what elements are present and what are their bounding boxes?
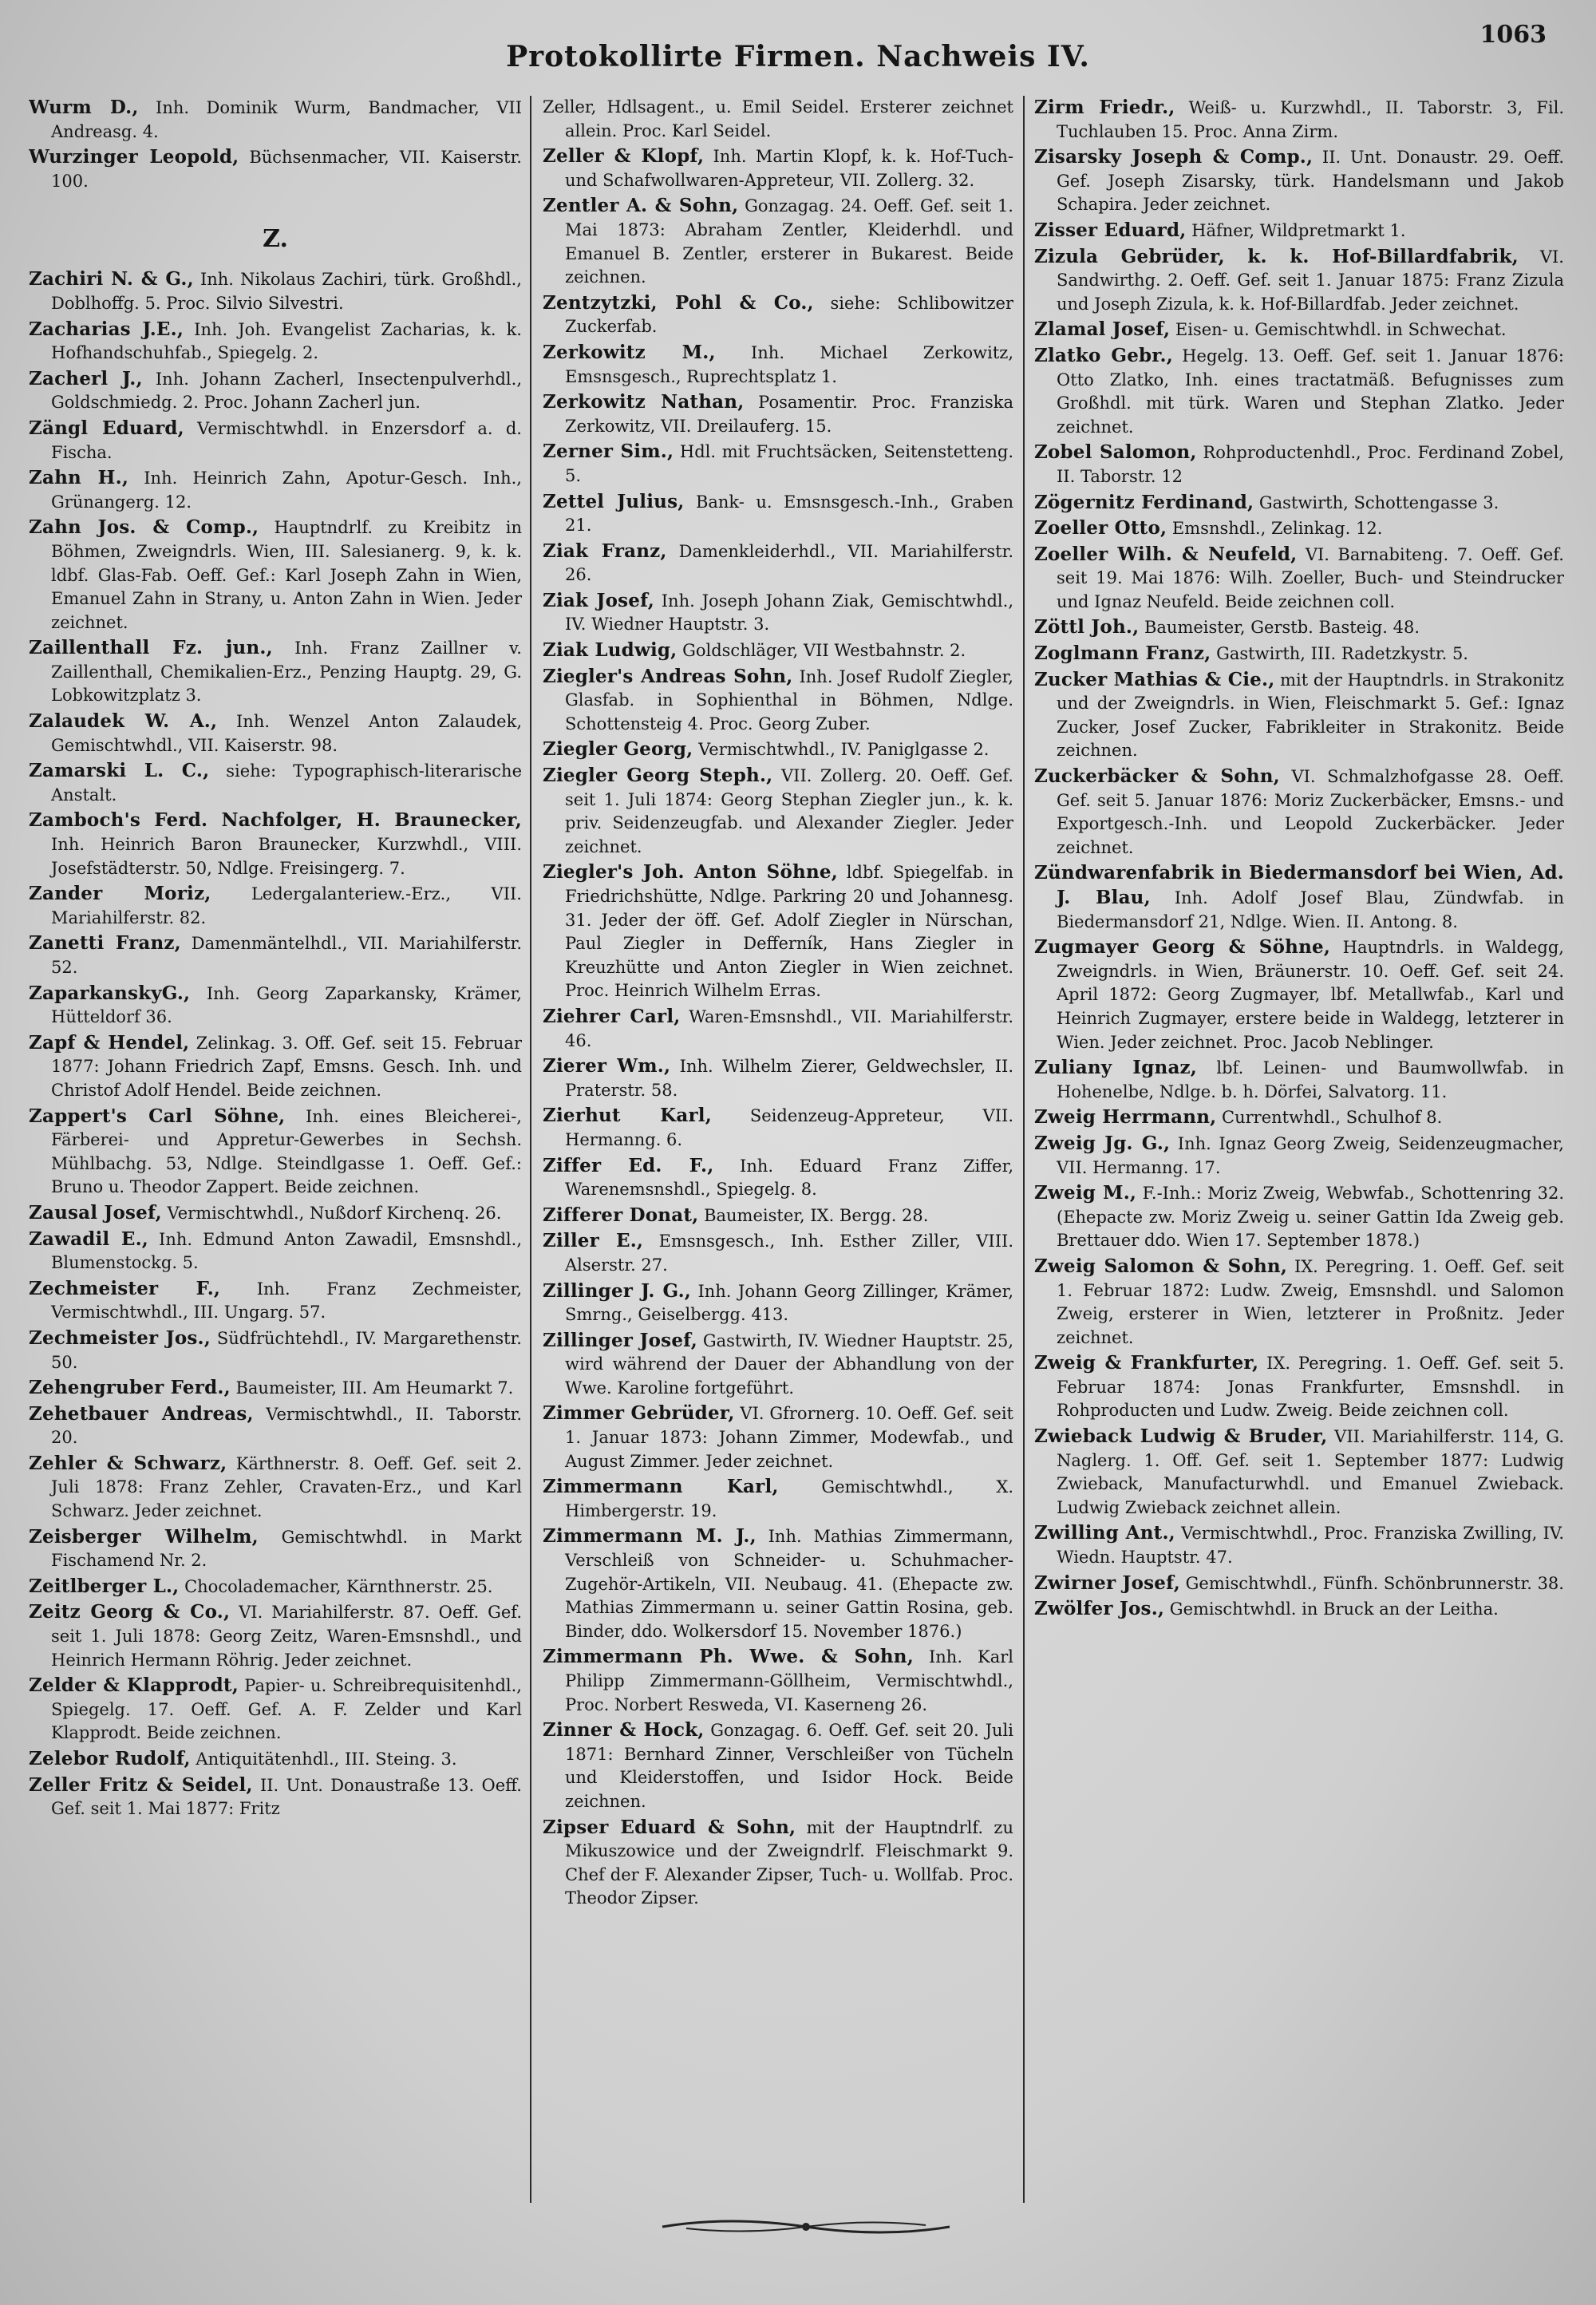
- firm-details: mit der Hauptndrls. in Strakonitz und der Zweigndrls. in Wien, Fleischmarkt 5. Gef.: Ignaz Zucker, Josef Zucker, Fabrikleiter in Strakonitz. Beide zeichnen.: [1057, 670, 1564, 761]
- firm-details: Inh. Johann Zacherl, Insectenpulverhdl., Goldschmiedg. 2. Proc. Johann Zacherl jun.: [51, 369, 522, 413]
- firm-entry: [29, 1600, 522, 1672]
- firm-entry: [1034, 1056, 1564, 1104]
- firm-details: Vermischtwhdl. in Enzersdorf a. d. Fischa.: [51, 418, 522, 462]
- firm-entry: [29, 367, 522, 415]
- firm-details: Inh. Josef Rudolf Ziegler, Glasfab. in Sophienthal in Böhmen, Ndlge. Schottensteig 4. Proc. Georg Zuber.: [565, 666, 1013, 733]
- firm-details: Gemischtwhdl. in Markt Fischamend Nr. 2.: [51, 1527, 522, 1571]
- firm-details: Büchsenmacher, VII. Kaiserstr. 100.: [51, 148, 522, 191]
- firm-name: ZaparkanskyG.,: [29, 982, 191, 1004]
- firm-name: Zweig M.,: [1034, 1182, 1137, 1204]
- firm-entry: [543, 639, 1013, 663]
- firm-entry: [543, 589, 1013, 637]
- firm-details: Inh. Michael Zerkowitz, Emsnsgesch., Ruprechtsplatz 1.: [565, 342, 1013, 386]
- firm-name: Zündwarenfabrik in Biedermansdorf bei Wien, Ad. J. Blau,: [1034, 862, 1564, 908]
- firm-name: Zacharias J.E.,: [29, 318, 184, 340]
- firm-entry: [1034, 245, 1564, 317]
- firm-name: Zanetti Franz,: [29, 932, 181, 955]
- firm-entry: [543, 144, 1013, 192]
- firm-entry: [1034, 861, 1564, 934]
- firm-name: Zapf & Hendel,: [29, 1031, 190, 1054]
- firm-name: Zimmer Gebrüder,: [543, 1402, 735, 1425]
- firm-details: Gonzagag. 24. Oeff. Gef. seit 1. Mai 1873: Abraham Zentler, Kleiderhdl. und Emanuel B. Zentler, ersterer in Bukarest. Beide zeichnen.: [565, 196, 1013, 287]
- firm-entry: [1034, 668, 1564, 763]
- firm-details: lbf. Leinen- und Baumwollwfab. in Hohenelbe, Ndlge. b. h. Dörfei, Salvatorg. 11.: [1057, 1058, 1564, 1101]
- firm-name: Zucker Mathias & Cie.,: [1034, 668, 1275, 690]
- firm-details: Gonzagag. 6. Oeff. Gef. seit 20. Juli 1871: Bernhard Zinner, Verschleißer von Tücheln und Kleiderstoffen, und Isidor Hock. Beide zeichnen.: [565, 1721, 1013, 1811]
- firm-name: Zierer Wm.,: [543, 1055, 671, 1077]
- firm-entry: [1034, 543, 1564, 615]
- firm-name: Zeller Fritz & Seidel,: [29, 1773, 253, 1796]
- firm-name: Zweig Salomon & Sohn,: [1034, 1255, 1288, 1277]
- firm-name: Zoeller Otto,: [1034, 517, 1167, 540]
- firm-entry: [29, 1525, 522, 1573]
- firm-name: Zängl Eduard,: [29, 417, 184, 439]
- firm-entry: [1034, 344, 1564, 439]
- firm-details: II. Unt. Donaustraße 13. Oeff. Gef. seit 1. Mai 1877: Fritz: [51, 1775, 522, 1819]
- firm-details: Inh. Joseph Johann Ziak, Gemischtwhdl., IV. Wiedner Hauptstr. 3.: [565, 591, 1013, 635]
- firm-entry: [1034, 516, 1564, 541]
- firm-name: Zlatko Gebr.,: [1034, 344, 1173, 366]
- entry-continuation: [543, 96, 1013, 143]
- firm-entry: [29, 1228, 522, 1275]
- firm-name: Zimmermann M. J.,: [543, 1525, 757, 1548]
- firm-entry: [1034, 1105, 1564, 1130]
- firm-entry: [1034, 145, 1564, 217]
- firm-details: Inh. Karl Philipp Zimmermann-Göllheim, Vermischtwhdl., Proc. Norbert Resweda, VI. Kaserneng 26.: [565, 1647, 1013, 1714]
- firm-name: Zahn H.,: [29, 467, 129, 489]
- firm-name: Zimmermann Karl,: [543, 1476, 779, 1498]
- firm-details: Hauptndrls. in Waldegg, Zweigndrls. in Wien, Bräunerstr. 10. Oeff. Gef. seit 24. April 1872: Georg Zugmayer, lbf. Metallwfab., Karl und Heinrich Zugmayer, erstere beide in Waldegg, letzterer in Wien. Jeder zeichnet. Proc. Jacob Neblinger.: [1057, 938, 1564, 1052]
- firm-details: Inh. Heinrich Zahn, Apotur-Gesch. Inh., Grünangerg. 12.: [51, 469, 522, 512]
- firm-name: Zinner & Hock,: [543, 1719, 705, 1742]
- firm-name: Zuckerbäcker & Sohn,: [1034, 765, 1280, 788]
- firm-details: Gemischtwhdl., X. Himbergerstr. 19.: [565, 1477, 1013, 1520]
- firm-entry: [1034, 441, 1564, 488]
- firm-entry: [1034, 1351, 1564, 1423]
- firm-details: Inh. Adolf Josef Blau, Zündwfab. in Biedermansdorf 21, Ndlge. Wien. II. Antong. 8.: [1057, 888, 1564, 931]
- firm-name: Ziegler's Andreas Sohn,: [543, 665, 793, 687]
- firm-entry: [543, 540, 1013, 587]
- firm-entry: [29, 1773, 522, 1821]
- firm-name: Zoglmann Franz,: [1034, 642, 1211, 665]
- firm-entry: [543, 291, 1013, 339]
- firm-details: Baumeister, IX. Bergg. 28.: [704, 1205, 929, 1225]
- firm-details: Kärthnerstr. 8. Oeff. Gef. seit 2. Juli 1878: Franz Zehler, Cravaten-Erz., und Karl Schwarz. Jeder zeichnet.: [51, 1453, 522, 1521]
- firm-entry: [543, 665, 1013, 737]
- firm-details: Vermischtwhdl., II. Taborstr. 20.: [51, 1404, 522, 1448]
- firm-entry: [29, 1674, 522, 1746]
- firm-details: VI. Sandwirthg. 2. Oeff. Gef. seit 1. Januar 1875: Franz Zizula und Joseph Zizula, k. k. Hof-Billardfab. Jeder zeichnet.: [1057, 247, 1564, 314]
- firm-name: Zeitz Georg & Co.,: [29, 1601, 231, 1623]
- page-header: Protokollirte Firmen. Nachweis IV.: [506, 40, 1090, 73]
- firm-entry: [1034, 1521, 1564, 1569]
- firm-entry: [29, 318, 522, 366]
- firm-details: Vermischtwhdl., Nußdorf Kirchenq. 26.: [167, 1203, 502, 1223]
- firm-details: Gemischtwhdl. in Bruck an der Leitha.: [1169, 1599, 1499, 1619]
- firm-name: Ziehrer Carl,: [543, 1005, 681, 1027]
- firm-details: IX. Peregring. 1. Oeff. Gef. seit 5. Februar 1874: Jonas Frankfurter, Emsnshdl. in Rohproducten und Ludw. Zweig. Beide zeichnen coll.: [1057, 1354, 1564, 1421]
- firm-name: Zettel Julius,: [543, 490, 685, 512]
- firm-details: Seidenzeug-Appreteur, VII. Hermanng. 6.: [565, 1106, 1013, 1149]
- firm-entry: [29, 1575, 522, 1599]
- firm-details: Rohproductenhdl., Proc. Ferdinand Zobel, II. Taborstr. 12: [1057, 443, 1564, 486]
- firm-details: Weiß- u. Kurzwhdl., II. Taborstr. 3, Fil. Tuchlauben 15. Proc. Anna Zirm.: [1057, 98, 1564, 141]
- firm-name: Zahn Jos. & Comp.,: [29, 516, 259, 539]
- firm-name: Ziffer Ed. F.,: [543, 1154, 714, 1176]
- firm-details: Vermischtwhdl., IV. Paniglgasse 2.: [698, 740, 990, 760]
- firm-entry: [29, 636, 522, 708]
- firm-name: Ziak Josef,: [543, 589, 654, 611]
- firm-entry: [1034, 765, 1564, 860]
- firm-name: Zaillenthall Fz. jun.,: [29, 637, 273, 659]
- firm-name: Zalaudek W. A.,: [29, 710, 218, 733]
- firm-details: Inh. eines Bleicherei-, Färberei- und Appretur-Gewerbes in Sechsh. Mühlbachg. 53, Ndlge. Steindlgasse 1. Oeff. Gef.: Bruno u. Theodor Zappert. Beide zeichnen.: [51, 1106, 522, 1197]
- firm-name: Ziegler's Joh. Anton Söhne,: [543, 861, 838, 884]
- firm-details: Inh. Wenzel Anton Zalaudek, Gemischtwhdl., VII. Kaiserstr. 98.: [51, 712, 522, 755]
- page-number: 1063: [1479, 21, 1547, 49]
- firm-name: Zeller & Klopf,: [543, 145, 705, 168]
- firm-name: Zachiri N. & G.,: [29, 268, 194, 291]
- firm-details: Hegelg. 13. Oeff. Gef. seit 1. Januar 1876: Otto Zlatko, Inh. eines tractatmäß. Befugnisses zum Großhdl. mit türk. Waren und Stephan Zlatko. Jeder zeichnet.: [1057, 346, 1564, 437]
- firm-name: Zugmayer Georg & Söhne,: [1034, 936, 1331, 959]
- firm-entry: [543, 860, 1013, 1003]
- firm-entry: [543, 1279, 1013, 1327]
- firm-name: Zisarsky Joseph & Comp.,: [1034, 146, 1314, 168]
- firm-name: Zisser Eduard,: [1034, 219, 1187, 241]
- firm-entry: [543, 341, 1013, 389]
- firm-entry: [29, 1452, 522, 1524]
- firm-details: Gastwirth, Schottengasse 3.: [1258, 492, 1499, 512]
- firm-details: ldbf. Spiegelfab. in Friedrichshütte, Ndlge. Parkring 20 und Johannesg. 31. Jeder der öff. Gef. Adolf Ziegler in Nürschan, Paul Ziegler in Defferník, Hans Ziegler in Kreuzhütte und Anton Ziegler in Wien zeichnet. Proc. Heinrich Wilhelm Erras.: [565, 863, 1013, 1001]
- firm-entry: [1034, 1572, 1564, 1596]
- firm-name: Zierhut Karl,: [543, 1105, 712, 1127]
- firm-entry: [543, 390, 1013, 438]
- firm-details: VI. Gfrornerg. 10. Oeff. Gef. seit 1. Januar 1873: Johann Zimmer, Modewfab., und August Zimmer. Jeder zeichnet.: [565, 1404, 1013, 1471]
- firm-entry: [29, 516, 522, 635]
- firm-entry: [1034, 1132, 1564, 1180]
- firm-name: Zwölfer Jos.,: [1034, 1598, 1165, 1620]
- firm-details: Inh. Edmund Anton Zawadil, Emsnshdl., Blumenstockg. 5.: [51, 1229, 522, 1273]
- column-3: [1034, 96, 1564, 2187]
- firm-details: Baumeister, III. Am Heumarkt 7.: [235, 1378, 514, 1398]
- firm-name: Zehetbauer Andreas,: [29, 1402, 254, 1425]
- firm-name: Zifferer Donat,: [543, 1204, 699, 1226]
- firm-entry: [1034, 935, 1564, 1054]
- firm-details: Gastwirth, III. Radetzkystr. 5.: [1216, 644, 1468, 664]
- firm-details: Inh. Franz Zaillner v. Zaillenthall, Chemikalien-Erz., Penzing Hauptg. 29, G. Lobkowitzplatz 3.: [51, 639, 522, 706]
- firm-details: Inh. Eduard Franz Ziffer, Warenemsnshdl., Spiegelg. 8.: [565, 1156, 1013, 1200]
- firm-entry: [1034, 318, 1564, 342]
- column-1: [29, 96, 522, 2187]
- firm-entry: [543, 1718, 1013, 1813]
- firm-details: Zeller, Hdlsagent., u. Emil Seidel. Ersterer zeichnet allein. Proc. Karl Seidel.: [543, 97, 1013, 140]
- firm-details: Eisen- u. Gemischtwhdl. in Schwechat.: [1175, 320, 1507, 340]
- firm-details: VI. Mariahilferstr. 87. Oeff. Gef. seit 1. Juli 1878: Georg Zeitz, Waren-Emsnshdl., und Heinrich Hermann Röhrig. Jeder zeichnet.: [51, 1603, 522, 1670]
- firm-entry: [543, 1402, 1013, 1473]
- firm-name: Ziller E.,: [543, 1230, 644, 1252]
- firm-details: VI. Barnabiteng. 7. Oeff. Gef. seit 19. Mai 1876: Wilh. Zoeller, Buch- und Steindrucker und Ignaz Neufeld. Beide zeichnen coll.: [1057, 544, 1564, 611]
- firm-entry: [543, 1054, 1013, 1102]
- firm-entry: [543, 1005, 1013, 1053]
- firm-details: Posamentir. Proc. Franziska Zerkowitz, VII. Dreilauferg. 15.: [565, 393, 1013, 436]
- firm-details: Emsnsgesch., Inh. Esther Ziller, VIII. Alserstr. 27.: [565, 1232, 1013, 1275]
- firm-details: Hdl. mit Fruchtsäcken, Seitenstetteng. 5.: [565, 442, 1013, 485]
- firm-entry: [29, 809, 522, 880]
- firm-details: IX. Peregring. 1. Oeff. Gef. seit 1. Februar 1872: Ludw. Zweig, Emsnshdl. und Salomon Zweig, ersterer in Wien, letzterer in Proßnitz. Jeder zeichnet.: [1057, 1256, 1564, 1347]
- firm-details: Inh. Franz Zechmeister, Vermischtwhdl., III. Ungarg. 57.: [51, 1279, 522, 1323]
- firm-details: Gemischtwhdl., Fünfh. Schönbrunnerstr. 38.: [1185, 1573, 1564, 1593]
- firm-details: siehe: Schlibowitzer Zuckerfab.: [565, 293, 1013, 337]
- firm-details: Chocolademacher, Kärnthnerstr. 25.: [184, 1576, 493, 1596]
- firm-entry: [543, 1475, 1013, 1523]
- firm-entry: [543, 1204, 1013, 1228]
- firm-entry: [29, 466, 522, 514]
- firm-name: Zeitlberger L.,: [29, 1575, 180, 1597]
- firm-details: Inh. Johann Georg Zillinger, Krämer, Smrng., Geiselbergg. 413.: [565, 1281, 1013, 1325]
- firm-entry: [1034, 219, 1564, 243]
- firm-details: VII. Mariahilferstr. 114, G. Naglerg. 1. Off. Gef. seit 1. September 1877: Ludwig Zwieback, Manufacturwhdl. und Emanuel Zwieback. Ludwig Zwieback zeichnet allein.: [1057, 1427, 1564, 1517]
- firm-name: Zweig & Frankfurter,: [1034, 1352, 1259, 1374]
- firm-name: Zausal Josef,: [29, 1201, 162, 1224]
- firm-name: Wurm D.,: [29, 97, 139, 118]
- firm-entry: [543, 1524, 1013, 1643]
- firm-details: Baumeister, Gerstb. Basteig. 48.: [1144, 618, 1420, 638]
- firm-entry: [543, 737, 1013, 762]
- firm-details: Hauptndrlf. zu Kreibitz in Böhmen, Zweigndrls. Wien, III. Salesianerg. 9, k. k. ldbf. Glas-Fab. Oeff. Gef.: Karl Joseph Zahn in Wien, Emanuel Zahn in Strany, u. Anton Zahn in Wien. Jeder zeichnet.: [51, 518, 522, 632]
- firm-details: Bank- u. Emsnsgesch.-Inh., Graben 21.: [565, 492, 1013, 536]
- firm-name: Zillinger Josef,: [543, 1329, 697, 1351]
- firm-name: Ziak Ludwig,: [543, 639, 678, 662]
- firm-name: Wurzinger Leopold,: [29, 146, 239, 168]
- firm-entry: [543, 490, 1013, 538]
- firm-details: Papier- u. Schreibrequisitenhdl., Spiegelg. 17. Oeff. Gef. A. F. Zelder und Karl Klapprodt. Beide zeichnen.: [51, 1676, 522, 1743]
- firm-entry: [29, 1747, 522, 1772]
- firm-entry: [29, 1326, 522, 1374]
- firm-details: F.-Inh.: Moriz Zweig, Webwfab., Schottenring 32. (Ehepacte zw. Moriz Zweig u. seiner Gattin Ida Zweig geb. Brettauer ddo. Wien 17. September 1878.): [1057, 1184, 1564, 1251]
- firm-name: Zipser Eduard & Sohn,: [543, 1816, 796, 1838]
- firm-entry: [29, 1201, 522, 1226]
- firm-name: Zamarski L. C.,: [29, 760, 210, 782]
- firm-details: Damenmäntelhdl., VII. Mariahilferstr. 52.: [51, 934, 522, 977]
- firm-name: Zehengruber Ferd.,: [29, 1377, 231, 1399]
- firm-name: Zillinger J. G.,: [543, 1279, 691, 1302]
- firm-name: Zechmeister Jos.,: [29, 1326, 211, 1349]
- firm-entry: [29, 1402, 522, 1450]
- firm-name: Zehler & Schwarz,: [29, 1452, 227, 1474]
- firm-name: Ziak Franz,: [543, 540, 667, 562]
- firm-details: Inh. Heinrich Baron Braunecker, Kurzwhdl., VIII. Josefstädterstr. 50, Ndlge. Freisingerg. 7.: [51, 835, 522, 878]
- firm-details: Inh. Georg Zaparkansky, Krämer, Hütteldorf 36.: [51, 983, 522, 1027]
- firm-name: Zacherl J.,: [29, 367, 143, 389]
- firm-details: Ledergalanteriew.-Erz., VII. Mariahilferstr. 82.: [51, 884, 522, 927]
- firm-entry: [29, 96, 522, 144]
- firm-entry: [543, 1229, 1013, 1277]
- firm-details: Häfner, Wildpretmarkt 1.: [1191, 220, 1406, 240]
- firm-entry: [29, 759, 522, 807]
- firm-name: Zamboch's Ferd. Nachfolger, H. Braunecker,: [29, 809, 522, 832]
- firm-name: Zögernitz Ferdinand,: [1034, 491, 1254, 513]
- firm-name: Zimmermann Ph. Wwe. & Sohn,: [543, 1646, 914, 1668]
- firm-details: VII. Zollerg. 20. Oeff. Gef. seit 1. Juli 1874: Georg Stephan Ziegler jun., k. k. priv. Seidenzeugfab. und Alexander Ziegler. Jeder zeichnet.: [565, 766, 1013, 856]
- firm-details: Südfrüchtehdl., IV. Margarethenstr. 50.: [51, 1328, 522, 1372]
- firm-details: Inh. Mathias Zimmermann, Verschleiß von Schneider- u. Schuhmacher-Zugehör-Artikeln, VII. Neubaug. 41. (Ehepacte zw. Mathias Zimmermann u. seiner Gattin Rosina, geb. Binder, ddo. Wolkersdorf 15. November 1876.): [565, 1527, 1013, 1641]
- firm-details: Waren-Emsnshdl., VII. Mariahilferstr. 46.: [565, 1006, 1013, 1050]
- firm-name: Zelebor Rudolf,: [29, 1748, 191, 1769]
- firm-details: siehe: Typographisch-literarische Anstalt.: [51, 761, 522, 805]
- firm-entry: [543, 1645, 1013, 1717]
- firm-entry: [1034, 642, 1564, 666]
- firm-name: Zwieback Ludwig & Bruder,: [1034, 1425, 1328, 1448]
- firm-details: Gastwirth, IV. Wiedner Hauptstr. 25, wird während der Dauer der Abhandlung von der Wwe. Karoline fortgeführt.: [565, 1330, 1013, 1398]
- firm-name: Zawadil E.,: [29, 1228, 149, 1250]
- firm-details: Antiquitätenhdl., III. Steing. 3.: [196, 1750, 457, 1769]
- firm-entry: [543, 194, 1013, 289]
- firm-entry: [1034, 1425, 1564, 1520]
- firm-entry: [29, 710, 522, 757]
- firm-details: Inh. Dominik Wurm, Bandmacher, VII Andreasg. 4.: [51, 98, 522, 141]
- firm-entry: [543, 1154, 1013, 1202]
- firm-name: Zander Moriz,: [29, 883, 211, 905]
- firm-name: Zeisberger Wilhelm,: [29, 1525, 259, 1548]
- firm-details: Goldschläger, VII Westbahnstr. 2.: [682, 641, 966, 661]
- firm-name: Zwirner Josef,: [1034, 1572, 1180, 1594]
- firm-details: Inh. Wilhelm Zierer, Geldwechsler, II. Praterstr. 58.: [565, 1057, 1013, 1100]
- firm-details: Inh. Joh. Evangelist Zacharias, k. k. Hofhandschuhfab., Spiegelg. 2.: [51, 319, 522, 363]
- firm-details: VI. Schmalzhofgasse 28. Oeff. Gef. seit 5. Januar 1876: Moriz Zuckerbäcker, Emsns.- und Exportgesch.-Inh. und Leopold Zuckerbäcker. Jeder zeichnet.: [1057, 767, 1564, 857]
- firm-entry: [29, 1105, 522, 1200]
- firm-name: Ziegler Georg Steph.,: [543, 765, 773, 787]
- firm-details: Zelinkag. 3. Off. Gef. seit 15. Februar 1877: Johann Friedrich Zapf, Emsns. Gesch. Inh. und Christof Adolf Hendel. Beide zeichnen.: [51, 1033, 522, 1100]
- column-2: [543, 96, 1013, 2187]
- firm-name: Zlamal Josef,: [1034, 318, 1171, 341]
- firm-entry: [1034, 615, 1564, 640]
- firm-entry: [29, 1031, 522, 1103]
- firm-name: Zirm Friedr.,: [1034, 97, 1175, 118]
- end-ornament: [654, 2211, 958, 2243]
- firm-entry: [29, 267, 522, 315]
- firm-name: Zelder & Klapprodt,: [29, 1674, 239, 1697]
- column-divider: [530, 96, 531, 2203]
- firm-name: Zentler A. & Sohn,: [543, 195, 739, 217]
- firm-details: Inh. Martin Klopf, k. k. Hof-Tuch- und Schafwollwaren-Appreteur, VII. Zollerg. 32.: [565, 147, 1013, 190]
- firm-details: mit der Hauptndrlf. zu Mikuszowice und der Zweigndrlf. Fleischmarkt 9. Chef der F. Alexander Zipser, Tuch- u. Wollfab. Proc. Theodor Zipser.: [565, 1817, 1013, 1908]
- firm-name: Zuliany Ignaz,: [1034, 1057, 1198, 1079]
- firm-entry: [1034, 1181, 1564, 1253]
- firm-entry: [543, 1816, 1013, 1911]
- firm-entry: [29, 882, 522, 930]
- firm-details: Currentwhdl., Schulhof 8.: [1222, 1108, 1443, 1128]
- firm-details: Inh. Nikolaus Zachiri, türk. Großhdl., Doblhoffg. 5. Proc. Silvio Silvestri.: [51, 270, 522, 313]
- firm-name: Zizula Gebrüder, k. k. Hof-Billardfabrik,: [1034, 245, 1519, 267]
- firm-name: Ziegler Georg,: [543, 738, 693, 761]
- firm-details: II. Unt. Donaustr. 29. Oeff. Gef. Joseph Zisarsky, türk. Handelsmann und Jakob Schapira. Jeder zeichnet.: [1057, 148, 1564, 215]
- firm-name: Zerner Sim.,: [543, 441, 674, 463]
- firm-entry: [543, 764, 1013, 859]
- firm-name: Zweig Jg. G.,: [1034, 1132, 1171, 1154]
- firm-name: Zobel Salomon,: [1034, 441, 1197, 464]
- firm-entry: [543, 1329, 1013, 1401]
- firm-entry: [29, 1277, 522, 1325]
- firm-name: Zwilling Ant.,: [1034, 1522, 1175, 1544]
- firm-entry: [1034, 1597, 1564, 1622]
- firm-entry: [543, 440, 1013, 488]
- firm-details: Vermischtwhdl., Proc. Franziska Zwilling, IV. Wiedn. Hauptstr. 47.: [1057, 1524, 1564, 1568]
- firm-entry: [29, 417, 522, 465]
- firm-entry: [1034, 96, 1564, 144]
- firm-name: Zoeller Wilh. & Neufeld,: [1034, 543, 1298, 565]
- firm-entry: [543, 1104, 1013, 1152]
- firm-name: Zappert's Carl Söhne,: [29, 1105, 286, 1127]
- column-divider: [1023, 96, 1025, 2203]
- firm-entry: [29, 1376, 522, 1401]
- firm-details: Emsnshdl., Zelinkag. 12.: [1171, 519, 1383, 539]
- firm-name: Zerkowitz Nathan,: [543, 391, 745, 413]
- firm-name: Zechmeister F.,: [29, 1277, 221, 1299]
- firm-details: Damenkleiderhdl., VII. Mariahilferstr. 26.: [565, 541, 1013, 585]
- firm-name: Zweig Herrmann,: [1034, 1106, 1217, 1129]
- firm-entry: [29, 982, 522, 1030]
- firm-name: Zöttl Joh.,: [1034, 616, 1140, 639]
- firm-name: Zerkowitz M.,: [543, 341, 716, 363]
- letter-heading: Z.: [263, 225, 288, 254]
- firm-entry: [29, 931, 522, 979]
- firm-name: Zentzytzki, Pohl & Co.,: [543, 291, 814, 314]
- firm-entry: [1034, 491, 1564, 516]
- firm-details: Inh. Ignaz Georg Zweig, Seidenzeugmacher, VII. Hermanng. 17.: [1057, 1133, 1564, 1177]
- firm-entry: [29, 145, 522, 193]
- firm-entry: [1034, 1255, 1564, 1350]
